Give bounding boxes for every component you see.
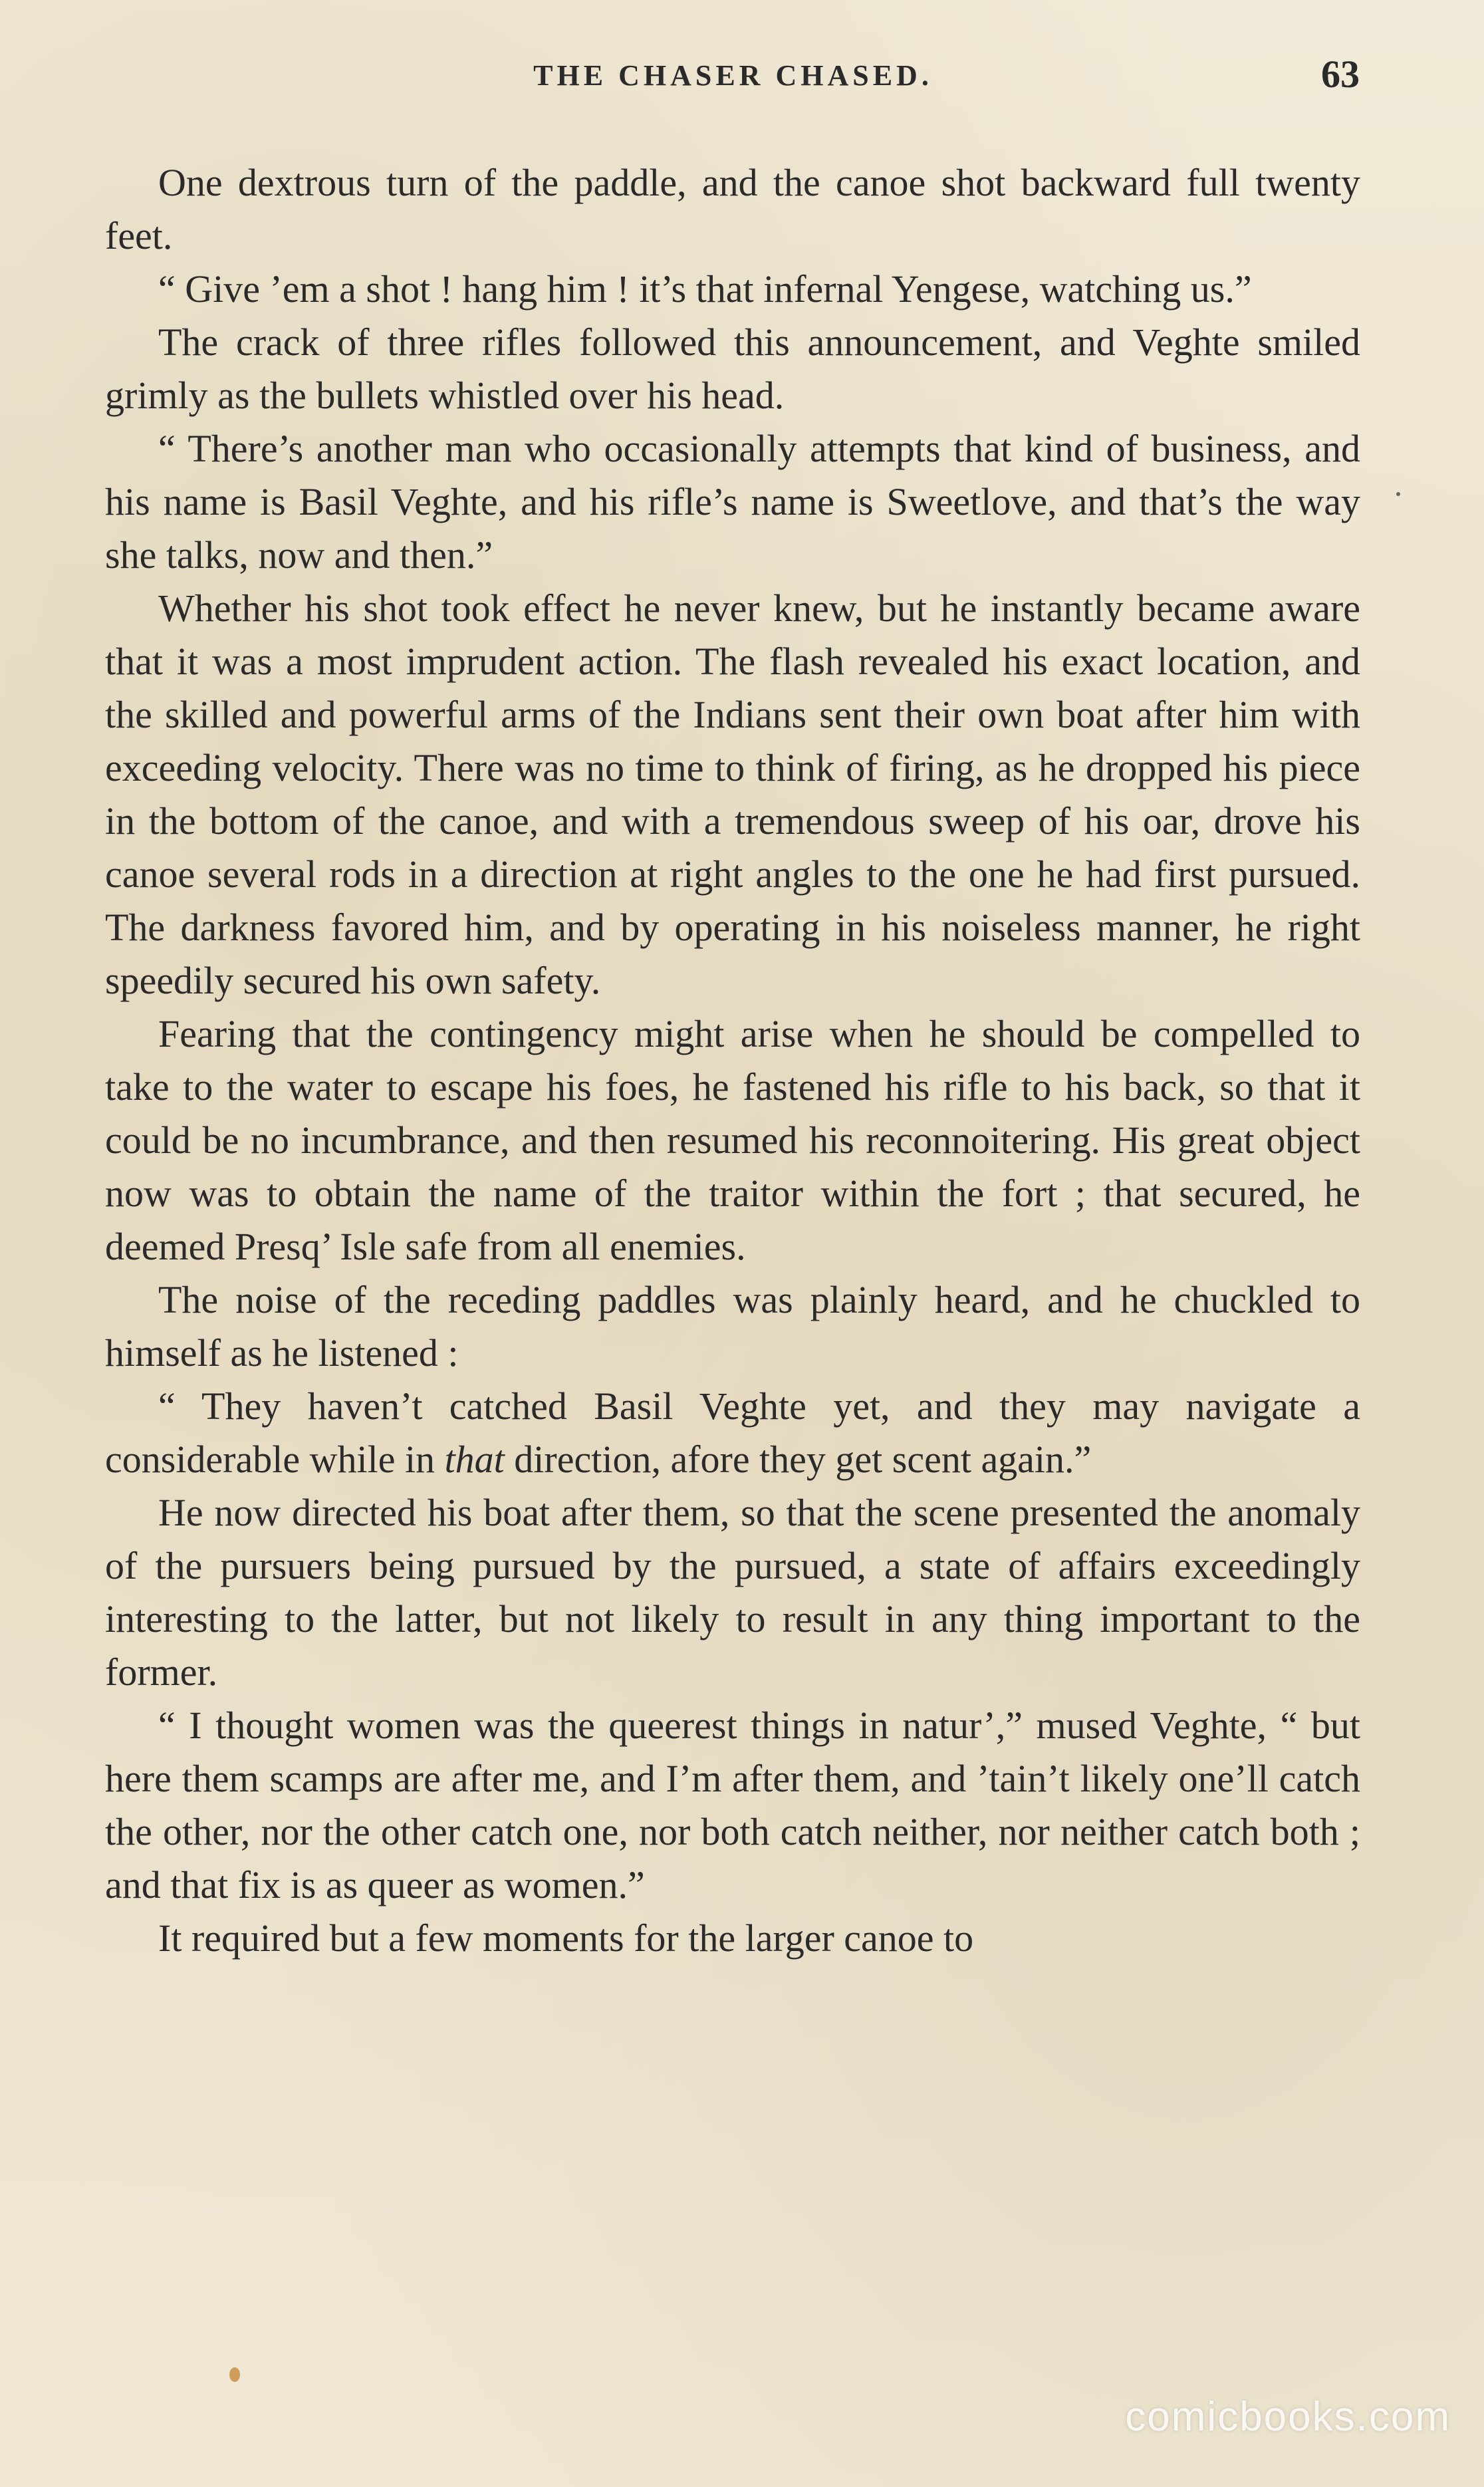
paper-stain xyxy=(229,2367,240,2382)
paragraph-text-after: direction, afore they get scent again.” xyxy=(504,1438,1092,1481)
paragraph: Whether his shot took effect he never knew, but he instantly became aware that it was a most imprudent action. The flash revealed his exact location, and the skilled and powerful arms of the Indians sent their own boat after him with exceeding velocity. There was no time to think of firing, as he dropped his piece in the bottom of the canoe, and with a tremendous sweep of his oar, drove his canoe several rods in a direction at right angles to the one he had first pursued. The darkness favored him, and by operating in his noiseless manner, he right speedily secured his own safety. xyxy=(105,587,1360,1002)
paragraph-with-emphasis xyxy=(105,1380,1360,1486)
paragraph: It required but a few moments for the larger canoe to xyxy=(158,1916,974,1960)
paragraph: “ There’s another man who occasionally attempts that kind of business, and his name is Basil Veghte, and his rifle’s name is Sweetlove, and that’s the way she talks, now and then.” xyxy=(105,427,1360,577)
paragraph: One dextrous turn of the paddle, and the canoe shot backward full twenty feet. xyxy=(105,161,1360,257)
paragraph: “ I thought women was the queerest things in natur’,” mused Veghte, “ but here them scamps are after me, and I’m after them, and ’tain’t likely one’ll catch the other, nor the other catch one, nor both catch neither, nor neither catch both ; and that fix is as queer as women.” xyxy=(105,1704,1360,1906)
paragraph: Fearing that the contingency might arise when he should be compelled to take to the water to escape his foes, he fastened his rifle to his back, so that it could be no incumbrance, and then resumed his reconnoitering. His great object now was to obtain the name of the traitor within the fort ; that secured, he deemed Presq’ Isle safe from all enemies. xyxy=(105,1012,1360,1268)
page-header xyxy=(106,52,1360,112)
watermark: comicbooks.com xyxy=(1125,2394,1451,2440)
page-number: 63 xyxy=(1321,53,1360,96)
emphasized-word: that xyxy=(444,1438,505,1481)
paragraph: The noise of the receding paddles was plainly heard, and he chuckled to himself as he listened : xyxy=(105,1278,1360,1374)
running-head: THE CHASER CHASED. xyxy=(533,59,933,92)
page-body xyxy=(105,156,1360,1965)
paper-stain xyxy=(1396,492,1400,496)
paragraph: He now directed his boat after them, so that the scene presented the anomaly of the pursuers being pursued by the pursued, a state of affairs exceedingly interesting to the latter, but not likely to result in any thing important to the former. xyxy=(105,1491,1360,1694)
paragraph: “ Give ’em a shot ! hang him ! it’s that infernal Yengese, watching us.” xyxy=(158,267,1252,311)
paragraph: The crack of three rifles followed this announcement, and Veghte smiled grimly as the bullets whistled over his head. xyxy=(105,321,1360,417)
paragraph-text-before: “ They haven’t catched Basil Veghte yet, and they may navigate a considerable while in xyxy=(105,1384,1360,1481)
